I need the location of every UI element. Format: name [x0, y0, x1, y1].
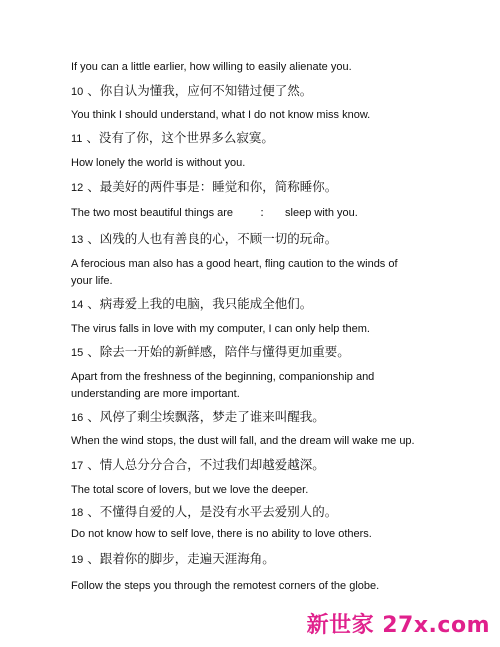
english-line: A ferocious man also has a good heart, fling caution to the winds of [71, 258, 398, 270]
item-number: 13 [71, 234, 84, 246]
english-line: If you can a little earlier, how willing to easily alienate you. [71, 61, 352, 73]
item-number: 15 [71, 347, 84, 359]
english-line: The virus falls in love with my computer, I can only help them. [71, 323, 370, 335]
english-line: understanding are more important. [71, 388, 240, 400]
english-line: Do not know how to self love, there is no ability to love others. [71, 528, 372, 540]
english-line: You think I should understand, what I do not know miss know. [71, 109, 371, 121]
english-line: When the wind stops, the dust will fall, and the dream will wake me up. [71, 435, 415, 447]
item-number: 17 [71, 460, 84, 472]
chinese-line: 16 、风停了剩尘埃飘落，梦走了谁来叫醒我。 [71, 409, 325, 424]
chinese-line: 17 、情人总分分合合，不过我们却越爱越深。 [71, 457, 325, 472]
item-number: 10 [71, 86, 84, 98]
item-number: 14 [71, 299, 84, 311]
english-line: The total score of lovers, but we love the deeper. [71, 484, 309, 496]
item-number: 18 [71, 507, 84, 519]
english-line: How lonely the world is without you. [71, 157, 246, 169]
chinese-line: 14 、病毒爱上我的电脑，我只能成全他们。 [71, 296, 313, 311]
item-number: 19 [71, 554, 84, 566]
chinese-line: 19 、跟着你的脚步，走遍天涯海角。 [71, 551, 275, 566]
chinese-line: 11 、没有了你，这个世界多么寂寞。 [71, 130, 274, 145]
site-watermark: 新世家 27x.com [306, 613, 490, 638]
item-number: 11 [71, 133, 83, 145]
chinese-line: 12 、最美好的两件事是：睡觉和你，简称睡你。 [71, 179, 338, 194]
english-line: Apart from the freshness of the beginning, companionship and [71, 371, 375, 383]
english-line: your life. [71, 275, 113, 287]
english-line: The two most beautiful things are ： sleep with you. [71, 207, 358, 219]
chinese-line: 13 、凶残的人也有善良的心，不顾一切的玩命。 [71, 231, 338, 246]
chinese-line: 15 、除去一开始的新鲜感，陪伴与懂得更加重要。 [71, 344, 350, 359]
english-line: Follow the steps you through the remotest corners of the globe. [71, 580, 380, 592]
chinese-line: 18 、不懂得自爱的人，是没有水平去爱别人的。 [71, 504, 338, 519]
chinese-line: 10 、你自认为懂我，应何不知错过便了然。 [71, 83, 313, 98]
item-number: 12 [71, 182, 84, 194]
item-number: 16 [71, 412, 84, 424]
